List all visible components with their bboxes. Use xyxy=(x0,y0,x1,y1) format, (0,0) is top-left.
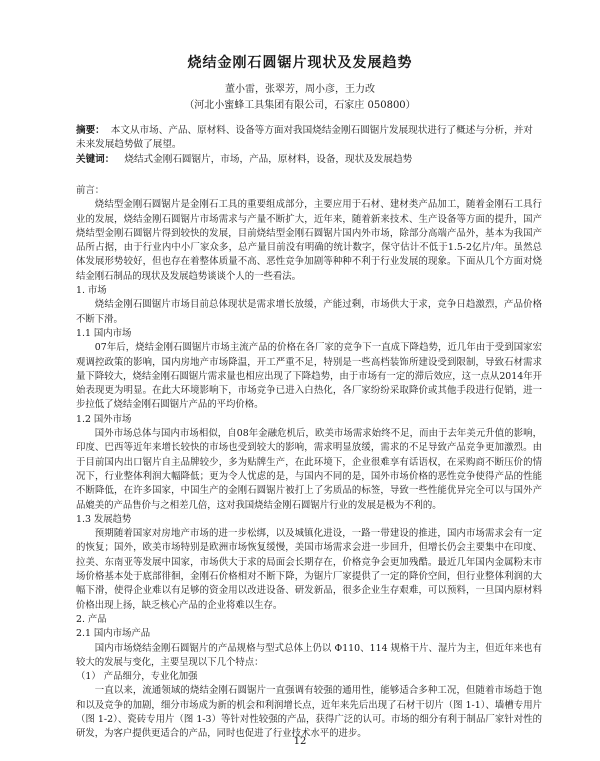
abstract-label: 摘要： xyxy=(76,125,105,136)
affiliation: （河北小蜜蜂工具集团有限公司，石家庄 050800） xyxy=(184,100,416,111)
section-heading: （1） 产品细分，专业化加强 xyxy=(76,671,198,683)
paragraph: 国外市场总体与国内市场相似，自08年金融危机后，欧美市场需求始终不足，而由于去年美元升值的影响，印度、巴西等近年来增长较快的市场也受到较大的影响，需求明显放缓，需求的不足导致产品竞争更加激烈。由于目前国内出口锯片自主品牌较少，多为贴牌生产，在此环境下，企业很难享有话语权，在采购商不断压价的情况下，行业整体利润大幅降低；更为令人忧虑的是，与国内不同的是，国外市场价格的恶性竞争使得产品的性能不断降低，在许多国家，中国生产的金刚石圆锯片被打上了劣质品的标签，导致一些性能优异完全可以与国外产品媲美的产品售价与之相差几倍，这对我国烧结金刚石圆锯片行业的发展是极为不利的。 xyxy=(76,428,542,511)
abstract xyxy=(76,124,538,152)
paragraph: 国内市场烧结金刚石圆锯片的产品规格与型式总体上仍以 Φ110、114 规格干片、湿片为主，但近年来也有较大的发展与变化，主要呈现以下几个特点： xyxy=(76,642,542,668)
keywords-text: 烧结式金刚石圆锯片，市场，产品，原材料，设备，现状及发展趋势 xyxy=(124,154,413,165)
paragraph: 一直以来，流通领域的烧结金刚石圆锯片一直强调有较强的通用性，能够适合多种工况，但随着市场趋于饱和以及竞争的加剧，细分市场成为新的机会和利润增长点，近年来先后出现了石材干切片（图 1-1）、墙槽专用片（图 1-2）、瓷砖专用片（图 1-3）等针对性较强的产品，获得广泛的认可。市场的细分有利于制品厂家针对性的研发，为客户提供更适合的产品，同时也促进了行业技术水平的进步。 xyxy=(76,685,542,740)
keywords xyxy=(76,153,538,167)
section-heading: 1.1 国内市场 xyxy=(76,327,132,339)
section-heading: 1.3 发展趋势 xyxy=(76,513,132,525)
abstract-text: 本文从市场、产品、原材料、设备等方面对我国烧结金刚石圆锯片发展现状进行了概述与分析，并对未来发展趋势做了展望。 xyxy=(76,125,533,150)
section-heading: 2.1 国内市场产品 xyxy=(76,628,151,640)
keywords-label: 关键词： xyxy=(76,154,115,165)
section-heading: 前言： xyxy=(76,185,105,196)
page-number: 12 xyxy=(293,736,307,747)
body-text xyxy=(76,184,542,742)
section-heading: 1. 市场 xyxy=(76,285,107,297)
paragraph: 烧结型金刚石圆锯片是金刚石工具的重要组成部分，主要应用于石材、建材类产品加工，随着金刚石工具行业的发展，烧结金刚石圆锯片市场需求与产量不断扩大，近年来，随着新来技术、生产设备等方面的提升，国产烧结型金刚石圆锯片得到较快的发展，目前烧结型金刚石圆锯片国内外市场，除部分高端产品外，基本为我国产品所占据，由于行业内中小厂家众多，总产量目前没有明确的统计数字，保守估计不低于1.5-2亿片/年。虽然总体发展形势较好，但也存在着整体质量不高、恶性竞争加剧等种种不利于行业发展的现象。下面从几个方面对烧结金刚石制品的现状及发展趋势谈谈个人的一些看法。 xyxy=(76,199,542,282)
author-list: 董小雷，张翠芳，周小彦，王力改 xyxy=(225,84,375,95)
paragraph: 烧结金刚石圆锯片市场目前总体现状是需求增长放缓，产能过剩，市场供大于求，竞争日趋激烈，产品价格不断下滑。 xyxy=(76,299,542,325)
paragraph: 预期随着国家对房地产市场的进一步松绑，以及城镇化进设，一路一带建设的推进，国内市场需求会有一定的恢复；国外，欧美市场特别是欧洲市场恢复缓慢，美国市场需求会进一步回升，但增长仍会主要集中在印度、拉美、东南亚等发展中国家，市场供大于求的局面会长期存在，价格竞争会更加残酷。最近几年国内金属粉末市场价格基本处于底部徘徊，金刚石价格相对不断下降，为锯片厂家提供了一定的降价空间，但行业整体利润的大幅下滑，使得企业难以有足够的资金用以改进设备、研发新品，很多企业生存艰难，可以预料，一旦国内原材料价格出现上扬，缺乏核心产品的企业将难以生存。 xyxy=(76,528,542,611)
section-heading: 1.2 国外市场 xyxy=(76,413,132,425)
paper-title: 烧结金刚石圆锯片现状及发展趋势 xyxy=(187,55,413,71)
paragraph: 07年后，烧结金刚石圆锯片市场主流产品的价格在各厂家的竞争下一直成下降趋势，近几年由于受到国家宏观调控政策的影响，国内房地产市场降温，开工严重不足，特别是一些高档装饰所建设受到限制，导致石材需求量下降较大，烧结金刚石圆锯片需求量也相应出现了下降趋势，由于市场有一定的滞后效应，这一点从2014年开始表现更为明显。在此大环境影响下，市场竞争已进入白热化，各厂家纷纷采取降价或其他手段进行促销，进一步拉低了烧结金刚石圆锯片产品的平均价格。 xyxy=(76,342,542,411)
section-heading: 2. 产品 xyxy=(76,613,107,625)
